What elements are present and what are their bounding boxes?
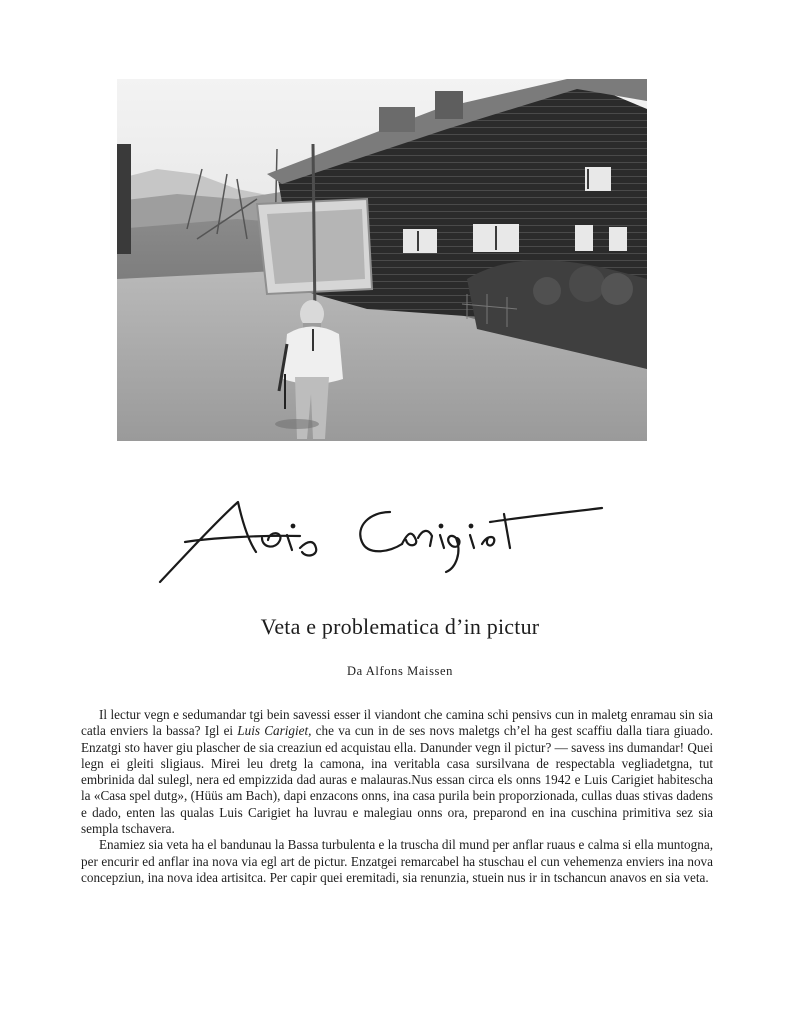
- artist-signature: [150, 490, 610, 590]
- article-byline: Da Alfons Maissen: [346, 664, 454, 678]
- paragraph-1-text-end: che va cun in de ses novs maletgs ch’el ha gest scaffiu dalla tiara giuado. Enzatgi sto haver giu plascher de sia creaziun ed acquistau ella. Danunder vegn il pictur? — savess ins dumandar! Quei legn ei gleiti sligiaus. Mirei leu dretg la camona, ina veritabla casa sursilvana de respectabla vegliadetgna, tut embrinida dal sulegl, nera ed empizzida dad auras e malauras.Nus essan circa els onns 1942 e Luis Carigiet habitescha la «Casa spel dutg», (Hüüs am Bach), dapi enzacons onns, ina casa purila bein proporzionada, cullas duas stivas dadens e dado, enten las qualas Luis Carigiet ha luvrau e malegiau onns ora, preparond en ina cuschina primitiva sez sia sempla tschavera.: [81, 723, 713, 837]
- photo-carigiet-house: [117, 79, 647, 441]
- article-paragraph-2: Enamiez sia veta ha el bandunau la Bassa turbulenta e la truscha dil mund per anflar ruaus e calma si ella muntogna, per encurir ed anflar ina nova via egl art de pictur. Enzatgei remarcabel ha stuschau el cun vehemenza enviers ina nova concepziun, ina nova idea artisitca. Per capir quei eremitadi, sia renunzia, stuein nus ir in tschancun anavos en sia veta.: [81, 837, 713, 885]
- article-body: [81, 707, 713, 886]
- article-title: Veta e problematica d’in pictur: [260, 614, 540, 639]
- paragraph-1-text-start: Il lectur vegn e sedumandar tgi bein savessi esser il viandont che camina schi pensivs cun in maletg enramau sin sia catla enviers la bassa? Igl ei: [81, 707, 713, 739]
- artist-name: Luis Carigiet,: [237, 723, 312, 739]
- article-paragraph-1: [81, 707, 713, 837]
